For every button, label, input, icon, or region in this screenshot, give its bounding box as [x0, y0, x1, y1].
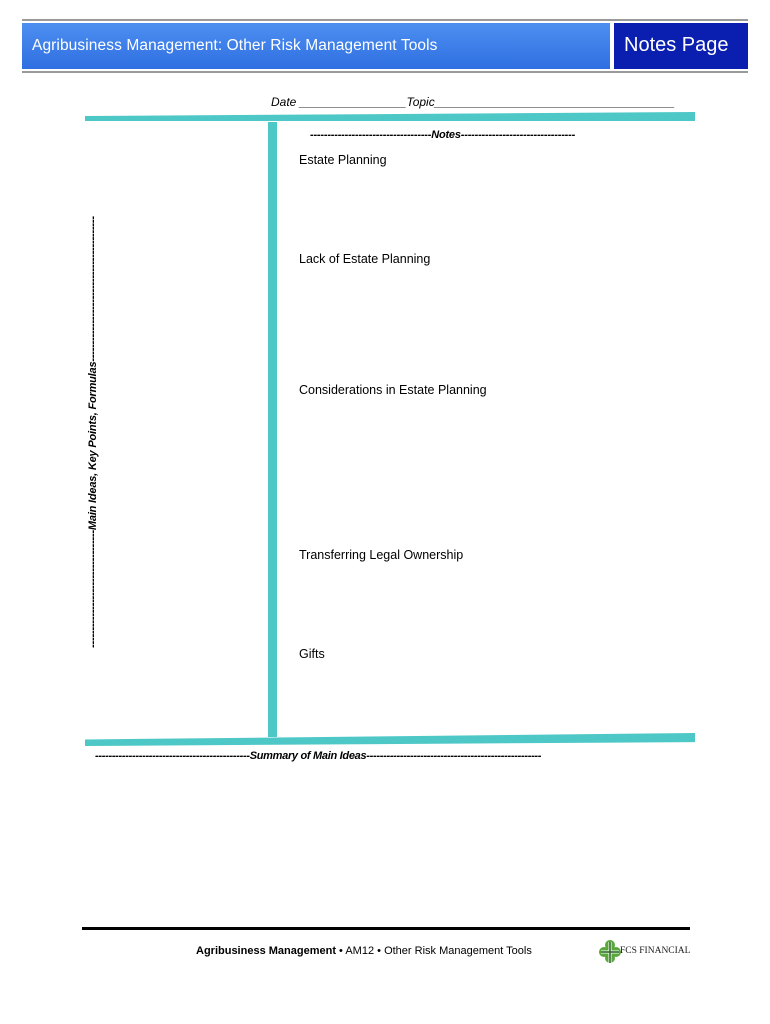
note-gifts: Gifts	[299, 647, 325, 661]
main-ideas-column	[84, 136, 102, 728]
top-teal-rule	[85, 112, 695, 121]
summary-divider: ----------------------------------------------Summary of Main Ideas----------------------------------------------------	[95, 750, 542, 762]
date-topic-line: Date ________________Topic____________________________________	[271, 95, 675, 109]
note-considerations-estate-planning: Considerations in Estate Planning	[299, 383, 487, 397]
footer-sep-2: •	[374, 945, 385, 957]
note-estate-planning: Estate Planning	[299, 153, 387, 167]
header-title-panel	[22, 23, 610, 69]
header-bar	[22, 19, 748, 73]
header-title: Agribusiness Management: Other Risk Management Tools	[32, 37, 438, 54]
clover-cross-icon	[598, 939, 622, 965]
footer-subject: Other Risk Management Tools	[384, 945, 532, 957]
vertical-teal-divider	[268, 122, 277, 737]
notes-page-badge	[614, 23, 748, 69]
logo-text: FCS FINANCIAL	[620, 946, 691, 956]
main-ideas-label: ----------------------------------Main Ideas, Key Points, Formulas------------------------------------------	[87, 216, 99, 648]
note-lack-of-estate-planning: Lack of Estate Planning	[299, 252, 431, 266]
footer-rule	[82, 927, 690, 930]
bottom-teal-rule	[85, 733, 695, 746]
footer-code: AM12	[345, 945, 375, 957]
notes-divider: -----------------------------------Notes---------------------------------	[310, 129, 576, 141]
footer-course: Agribusiness Management	[196, 945, 336, 957]
footer-sep-1: •	[335, 945, 346, 957]
fcs-financial-logo	[598, 939, 691, 965]
note-transferring-legal-ownership: Transferring Legal Ownership	[299, 548, 464, 562]
notes-page-label: Notes Page	[624, 34, 729, 56]
footer-text	[196, 945, 532, 957]
